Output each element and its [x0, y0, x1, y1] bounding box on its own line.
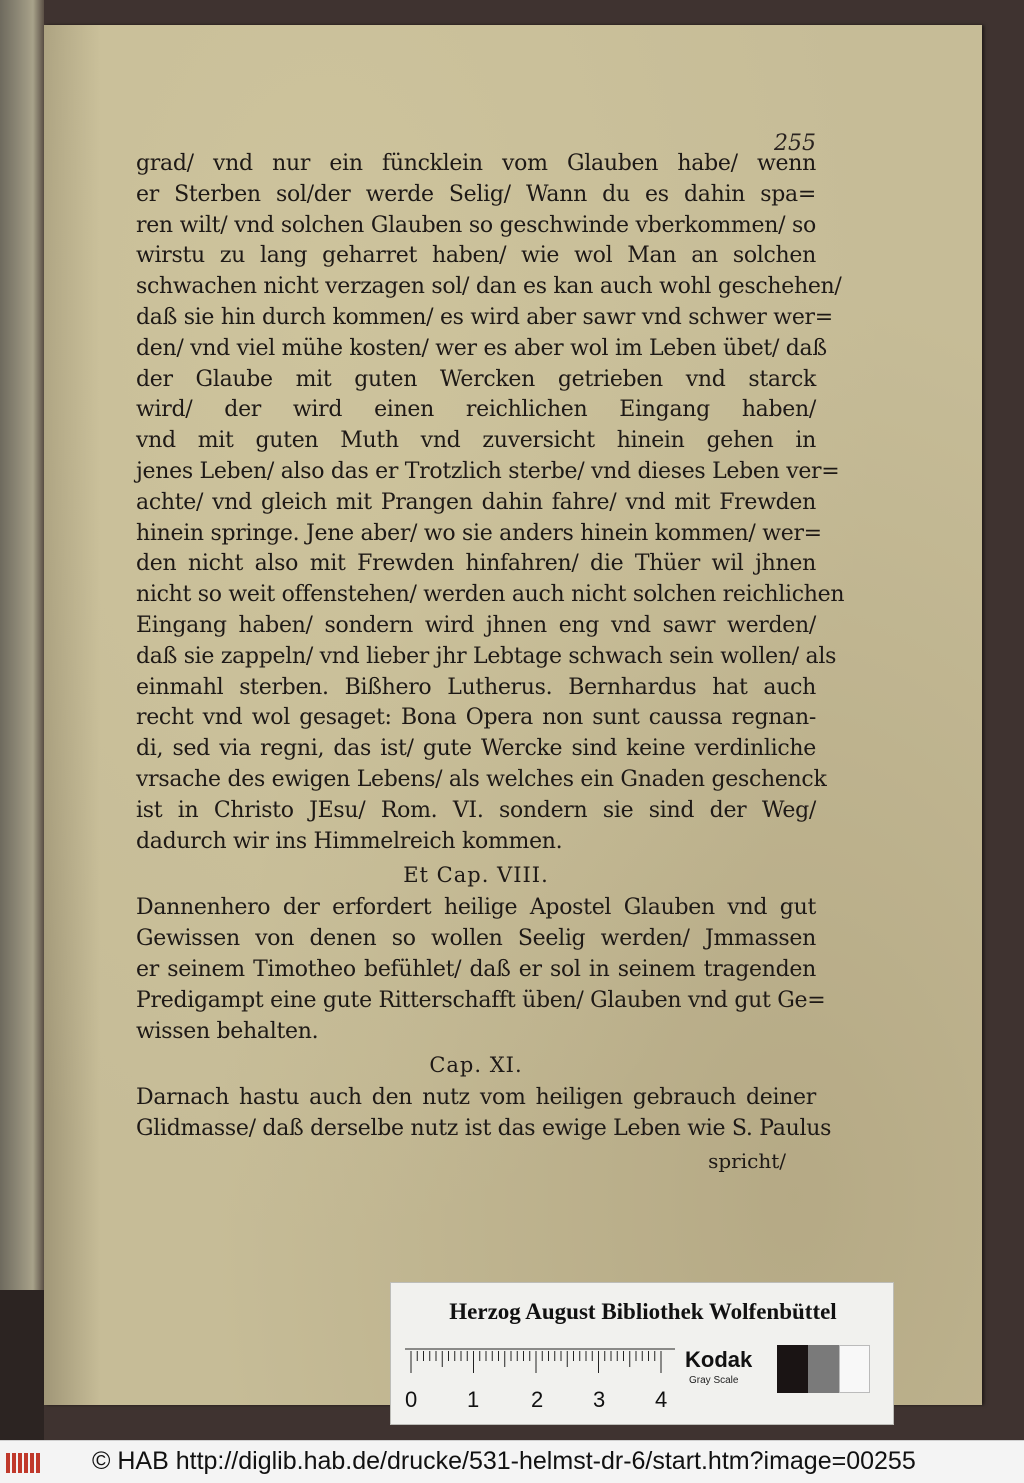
- ruler-number: 1: [467, 1387, 480, 1412]
- library-color-card: [390, 1282, 894, 1425]
- gray-scale-label: Gray Scale: [689, 1375, 739, 1386]
- text-line: nicht so weit offenstehen/ werden auch nicht solchen reichlichen: [136, 582, 845, 608]
- text-line: Gewissen von denen so wollen Seelig werden/ Jmmassen: [136, 926, 816, 952]
- gray-patch-white: [839, 1345, 870, 1393]
- ruler-number: 3: [593, 1387, 606, 1412]
- text-line: dadurch wir ins Himmelreich kommen.: [136, 828, 563, 854]
- text-line: Eingang haben/ sondern wird jhnen eng vnd sawr werden/: [136, 612, 816, 638]
- text-line: Dannenhero der erfordert heilige Apostel Glauben vnd gut: [136, 895, 816, 921]
- text-line: Darnach hastu auch den nutz vom heiligen gebrauch deiner: [136, 1085, 816, 1111]
- text-line: ren wilt/ vnd solchen Glauben so geschwinde vberkommen/ so: [136, 212, 816, 238]
- text-line: er Sterben sol/der werde Selig/ Wann du es dahin spa=: [136, 181, 816, 207]
- previous-page-edge: [0, 0, 44, 1440]
- chapter-heading: Cap. XI.: [429, 1053, 523, 1078]
- text-line: di, sed via regni, das ist/ gute Wercke sind keine verdinliche: [136, 736, 816, 762]
- text-line: recht vnd wol gesaget: Bona Opera non sunt caussa regnan-: [136, 705, 816, 731]
- ruler-ticks: [411, 1351, 661, 1373]
- ruler-number: 4: [655, 1387, 668, 1412]
- hab-logo-icon: [5, 1449, 45, 1477]
- chapter-heading: Et Cap. VIII.: [403, 863, 549, 888]
- text-line: der Glaube mit guten Wercken getrieben vnd starck: [136, 366, 816, 392]
- text-line: den nicht also mit Frewden hinfahren/ die Thüer wil jhnen: [136, 551, 816, 577]
- catchword: spricht/: [708, 1148, 786, 1173]
- text-line: wird/ der wird einen reichlichen Eingang haben/: [136, 397, 816, 423]
- page-number: 255: [774, 131, 816, 156]
- ruler-number: 2: [531, 1387, 544, 1412]
- text-line: hinein springe. Jene aber/ wo sie anders hinein kommen/ wer=: [136, 520, 822, 546]
- text-line: achte/ vnd gleich mit Prangen dahin fahre/ vnd mit Frewden: [136, 489, 816, 515]
- text-line: einmahl sterben. Bißhero Lutherus. Bernhardus hat auch: [136, 674, 816, 700]
- kodak-logo-text: Kodak: [685, 1347, 753, 1372]
- text-line: jenes Leben/ also das er Trotzlich sterbe/ vnd dieses Leben ver=: [136, 458, 840, 484]
- text-line: wirstu zu lang geharret haben/ wie wol Man an solchen: [136, 243, 816, 269]
- gray-patch-black: [777, 1345, 808, 1393]
- footer-copyright-link[interactable]: © HAB http://diglib.hab.de/drucke/531-helmst-dr-6/start.htm?image=00255: [92, 1447, 916, 1475]
- library-name: Herzog August Bibliothek Wolfenbüttel: [449, 1299, 837, 1324]
- page-text: [136, 149, 845, 1177]
- text-line: ist in Christo JEsu/ Rom. VI. sondern sie sind der Weg/: [136, 797, 816, 823]
- text-line: vrsache des ewigen Lebens/ als welches ein Gnaden geschenck: [136, 766, 827, 792]
- text-line: den/ vnd viel mühe kosten/ wer es aber wol im Leben übet/ daß: [136, 335, 827, 361]
- text-line: daß sie hin durch kommen/ es wird aber sawr vnd schwer wer=: [136, 304, 833, 330]
- ruler-number: 0: [405, 1387, 418, 1412]
- text-line: wissen behalten.: [136, 1018, 319, 1044]
- footer-bar: [0, 1440, 1024, 1483]
- text-line: Predigampt eine gute Ritterschafft üben/ Glauben vnd gut Ge=: [136, 987, 826, 1013]
- gray-patch-mid: [808, 1345, 839, 1393]
- text-line: grad/ vnd nur ein füncklein vom Glauben habe/ wenn: [136, 151, 816, 176]
- ruler-scale: [405, 1347, 677, 1417]
- text-line: vnd mit guten Muth vnd zuversicht hinein gehen in: [136, 428, 816, 454]
- text-line: daß sie zappeln/ vnd lieber jhr Lebtage schwach sein wollen/ als: [136, 643, 837, 669]
- text-line: schwachen nicht verzagen sol/ dan es kan auch wohl geschehen/: [136, 274, 842, 300]
- text-line: er seinem Timotheo befühlet/ daß er sol in seinem tragenden: [136, 956, 816, 982]
- text-line: Glidmasse/ daß derselbe nutz ist das ewige Leben wie S. Paulus: [136, 1116, 832, 1142]
- book-page: [44, 25, 982, 1405]
